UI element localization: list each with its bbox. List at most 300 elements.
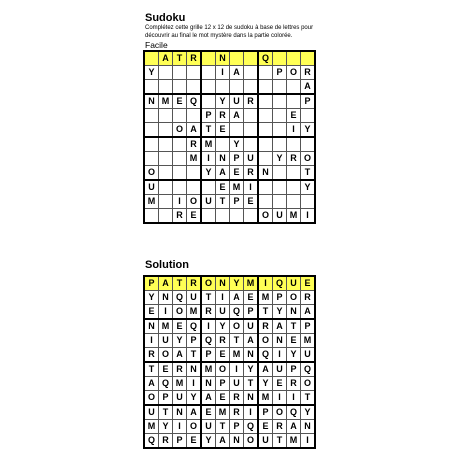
grid-cell: T <box>287 319 301 334</box>
grid-cell: Y <box>216 94 230 109</box>
grid-cell: M <box>230 180 244 195</box>
grid-cell: M <box>258 391 273 406</box>
grid-row <box>144 319 315 334</box>
grid-cell: M <box>287 434 301 449</box>
empty-cell[interactable] <box>201 66 216 80</box>
grid-row <box>144 80 315 95</box>
grid-cell: U <box>244 152 259 166</box>
grid-cell: I <box>287 123 301 138</box>
empty-cell[interactable] <box>273 137 287 152</box>
grid-cell: M <box>230 348 244 363</box>
grid-cell: N <box>144 319 159 334</box>
grid-cell: M <box>144 195 159 209</box>
empty-cell[interactable] <box>258 152 273 166</box>
difficulty-label: Facile <box>145 40 168 50</box>
grid-cell: Y <box>244 362 259 377</box>
grid-cell: O <box>144 166 159 181</box>
grid-cell: I <box>258 276 273 291</box>
grid-cell: O <box>173 305 187 320</box>
empty-cell[interactable] <box>258 195 273 209</box>
grid-cell: Y <box>273 305 287 320</box>
grid-cell: P <box>230 152 244 166</box>
grid-cell: Y <box>230 276 244 291</box>
grid-cell: P <box>201 109 216 123</box>
grid-cell: T <box>301 391 316 406</box>
grid-cell: O <box>287 291 301 305</box>
empty-cell[interactable] <box>159 80 173 95</box>
grid-cell: Y <box>201 434 216 449</box>
grid-cell: U <box>273 362 287 377</box>
grid-cell: U <box>273 209 287 224</box>
empty-cell[interactable] <box>159 152 173 166</box>
grid-cell: P <box>144 276 159 291</box>
grid-cell: N <box>144 94 159 109</box>
solution-grid <box>143 275 316 449</box>
empty-cell[interactable] <box>301 195 316 209</box>
grid-cell: I <box>273 348 287 363</box>
grid-row <box>144 391 315 406</box>
grid-row <box>144 334 315 348</box>
grid-cell: R <box>301 291 316 305</box>
grid-cell: O <box>287 66 301 80</box>
grid-cell: U <box>201 195 216 209</box>
grid-cell: I <box>273 391 287 406</box>
grid-cell: U <box>230 94 244 109</box>
grid-cell: M <box>216 405 230 420</box>
grid-cell: Q <box>187 319 202 334</box>
grid-cell: Q <box>301 362 316 377</box>
empty-cell[interactable] <box>159 137 173 152</box>
empty-cell[interactable] <box>273 109 287 123</box>
grid-cell: P <box>301 94 316 109</box>
empty-cell[interactable] <box>273 123 287 138</box>
grid-cell: R <box>230 391 244 406</box>
empty-cell[interactable] <box>201 180 216 195</box>
grid-cell: Q <box>258 51 273 66</box>
grid-cell: R <box>273 420 287 434</box>
empty-cell[interactable] <box>159 123 173 138</box>
grid-row <box>144 123 315 138</box>
empty-cell[interactable] <box>273 180 287 195</box>
grid-cell: E <box>287 334 301 348</box>
grid-cell: A <box>230 291 244 305</box>
empty-cell[interactable] <box>201 209 216 224</box>
empty-cell[interactable] <box>144 123 159 138</box>
grid-cell: N <box>216 152 230 166</box>
grid-cell: U <box>287 276 301 291</box>
grid-cell: U <box>201 420 216 434</box>
grid-cell: A <box>159 276 173 291</box>
grid-cell: I <box>159 305 173 320</box>
grid-cell: I <box>230 362 244 377</box>
grid-cell: P <box>258 405 273 420</box>
grid-cell: N <box>273 334 287 348</box>
grid-cell: I <box>244 405 259 420</box>
empty-cell[interactable] <box>144 152 159 166</box>
grid-row <box>144 405 315 420</box>
grid-cell: P <box>244 305 259 320</box>
empty-cell[interactable] <box>273 195 287 209</box>
grid-cell: A <box>244 334 259 348</box>
grid-row <box>144 209 315 224</box>
empty-cell[interactable] <box>258 80 273 95</box>
grid-cell: E <box>159 362 173 377</box>
grid-cell: T <box>159 405 173 420</box>
grid-cell: M <box>287 209 301 224</box>
grid-cell: T <box>173 51 187 66</box>
grid-cell: P <box>201 348 216 363</box>
empty-cell[interactable] <box>216 80 230 95</box>
empty-cell[interactable] <box>144 209 159 224</box>
grid-cell: Q <box>287 405 301 420</box>
empty-cell[interactable] <box>244 66 259 80</box>
empty-cell[interactable] <box>244 51 259 66</box>
grid-cell: P <box>273 66 287 80</box>
grid-cell: Q <box>273 276 287 291</box>
empty-cell[interactable] <box>144 137 159 152</box>
empty-cell[interactable] <box>159 166 173 181</box>
grid-cell: U <box>159 334 173 348</box>
grid-cell: I <box>244 180 259 195</box>
empty-cell[interactable] <box>273 166 287 181</box>
grid-cell: E <box>201 405 216 420</box>
grid-cell: U <box>173 391 187 406</box>
empty-cell[interactable] <box>273 94 287 109</box>
empty-cell[interactable] <box>159 66 173 80</box>
empty-cell[interactable] <box>216 137 230 152</box>
empty-cell[interactable] <box>173 66 187 80</box>
empty-cell[interactable] <box>159 109 173 123</box>
grid-cell: I <box>187 377 202 391</box>
grid-cell: N <box>216 276 230 291</box>
grid-cell: M <box>187 152 202 166</box>
grid-cell: I <box>287 391 301 406</box>
grid-cell: U <box>230 377 244 391</box>
grid-cell: Y <box>144 66 159 80</box>
grid-cell: R <box>187 51 202 66</box>
grid-cell: N <box>258 166 273 181</box>
grid-row <box>144 362 315 377</box>
grid-cell: O <box>230 319 244 334</box>
grid-row <box>144 152 315 166</box>
empty-cell[interactable] <box>244 209 259 224</box>
grid-row <box>144 94 315 109</box>
empty-cell[interactable] <box>187 80 202 95</box>
grid-cell: E <box>216 180 230 195</box>
grid-cell: Q <box>173 291 187 305</box>
grid-cell: E <box>216 123 230 138</box>
grid-cell: M <box>201 137 216 152</box>
grid-cell: P <box>230 420 244 434</box>
empty-cell[interactable] <box>258 109 273 123</box>
grid-cell: Y <box>216 319 230 334</box>
grid-cell: Q <box>244 420 259 434</box>
empty-cell[interactable] <box>144 109 159 123</box>
grid-cell: T <box>216 195 230 209</box>
empty-cell[interactable] <box>273 80 287 95</box>
grid-cell: I <box>216 291 230 305</box>
empty-cell[interactable] <box>187 66 202 80</box>
grid-cell: N <box>201 377 216 391</box>
puzzle-grid <box>143 50 316 224</box>
grid-cell: A <box>230 109 244 123</box>
grid-row <box>144 420 315 434</box>
grid-cell: E <box>216 391 230 406</box>
grid-cell: O <box>273 405 287 420</box>
grid-cell: T <box>258 305 273 320</box>
grid-cell: Y <box>301 180 316 195</box>
grid-cell: E <box>144 305 159 320</box>
grid-cell: E <box>173 319 187 334</box>
grid-row <box>144 291 315 305</box>
grid-cell: O <box>301 377 316 391</box>
grid-cell: N <box>287 305 301 320</box>
grid-cell: Y <box>173 334 187 348</box>
grid-cell: R <box>287 377 301 391</box>
grid-cell: A <box>301 80 316 95</box>
grid-cell: P <box>273 291 287 305</box>
grid-cell: O <box>173 123 187 138</box>
grid-cell: Y <box>273 152 287 166</box>
grid-cell: T <box>216 420 230 434</box>
grid-row <box>144 109 315 123</box>
grid-cell: R <box>201 305 216 320</box>
grid-cell: A <box>273 319 287 334</box>
empty-cell[interactable] <box>273 51 287 66</box>
grid-cell: R <box>258 319 273 334</box>
empty-cell[interactable] <box>187 166 202 181</box>
grid-cell: O <box>301 152 316 166</box>
puzzle-title: Sudoku <box>145 12 186 24</box>
grid-cell: Q <box>230 305 244 320</box>
grid-cell: Y <box>201 166 216 181</box>
empty-cell[interactable] <box>287 51 301 66</box>
empty-cell[interactable] <box>230 80 244 95</box>
grid-cell: A <box>201 391 216 406</box>
grid-cell: Y <box>301 405 316 420</box>
empty-cell[interactable] <box>287 195 301 209</box>
grid-cell: I <box>301 209 316 224</box>
grid-cell: I <box>201 152 216 166</box>
empty-cell[interactable] <box>301 109 316 123</box>
grid-cell: Q <box>144 434 159 449</box>
empty-cell[interactable] <box>187 109 202 123</box>
grid-cell: R <box>287 152 301 166</box>
grid-row <box>144 276 315 291</box>
grid-cell: R <box>301 66 316 80</box>
empty-cell[interactable] <box>216 209 230 224</box>
empty-cell[interactable] <box>258 123 273 138</box>
empty-cell[interactable] <box>201 80 216 95</box>
grid-cell: N <box>230 434 244 449</box>
grid-cell: O <box>159 348 173 363</box>
grid-cell: P <box>159 391 173 406</box>
empty-cell[interactable] <box>173 152 187 166</box>
empty-cell[interactable] <box>173 109 187 123</box>
grid-cell: A <box>287 420 301 434</box>
grid-cell: Y <box>159 420 173 434</box>
grid-row <box>144 166 315 181</box>
grid-cell: R <box>173 209 187 224</box>
empty-cell[interactable] <box>244 80 259 95</box>
empty-cell[interactable] <box>159 195 173 209</box>
grid-row <box>144 180 315 195</box>
grid-cell: Y <box>301 123 316 138</box>
grid-cell: M <box>159 94 173 109</box>
grid-cell: O <box>144 391 159 406</box>
grid-cell: I <box>144 334 159 348</box>
empty-cell[interactable] <box>230 123 244 138</box>
grid-cell: R <box>216 109 230 123</box>
empty-cell[interactable] <box>201 51 216 66</box>
grid-cell: A <box>144 377 159 391</box>
grid-cell: O <box>244 434 259 449</box>
grid-cell: P <box>301 319 316 334</box>
grid-row <box>144 51 315 66</box>
grid-row <box>144 348 315 363</box>
grid-cell: T <box>187 348 202 363</box>
empty-cell[interactable] <box>201 94 216 109</box>
grid-cell: O <box>187 195 202 209</box>
grid-cell: Q <box>258 348 273 363</box>
grid-cell: O <box>258 334 273 348</box>
empty-cell[interactable] <box>187 180 202 195</box>
grid-cell: A <box>301 305 316 320</box>
grid-cell: P <box>230 195 244 209</box>
grid-cell: I <box>173 420 187 434</box>
grid-cell: O <box>201 276 216 291</box>
grid-cell: Q <box>159 377 173 391</box>
grid-cell: M <box>301 334 316 348</box>
grid-row <box>144 66 315 80</box>
grid-cell: E <box>230 166 244 181</box>
grid-cell: T <box>144 362 159 377</box>
grid-cell: M <box>244 276 259 291</box>
empty-cell[interactable] <box>173 166 187 181</box>
grid-cell: R <box>230 405 244 420</box>
empty-cell[interactable] <box>287 137 301 152</box>
grid-cell: P <box>173 434 187 449</box>
empty-cell[interactable] <box>230 51 244 66</box>
grid-cell: Q <box>201 334 216 348</box>
empty-cell[interactable] <box>258 137 273 152</box>
grid-cell: R <box>244 94 259 109</box>
empty-cell[interactable] <box>244 137 259 152</box>
grid-cell: I <box>216 66 230 80</box>
instructions-text: Complétez cette grille 12 x 12 de sudoku à base de lettres pour découvrir au final le mot mystère dans la partie colorée. <box>145 25 314 39</box>
grid-cell: I <box>201 319 216 334</box>
empty-cell[interactable] <box>144 51 159 66</box>
empty-cell[interactable] <box>287 166 301 181</box>
grid-cell: M <box>144 420 159 434</box>
grid-row <box>144 377 315 391</box>
grid-cell: T <box>273 434 287 449</box>
grid-cell: A <box>187 405 202 420</box>
grid-cell: Y <box>144 291 159 305</box>
empty-cell[interactable] <box>287 180 301 195</box>
grid-cell: E <box>287 109 301 123</box>
grid-cell: T <box>230 334 244 348</box>
grid-row <box>144 434 315 449</box>
grid-cell: T <box>201 123 216 138</box>
empty-cell[interactable] <box>159 209 173 224</box>
empty-cell[interactable] <box>301 137 316 152</box>
grid-cell: U <box>244 319 259 334</box>
grid-cell: N <box>216 51 230 66</box>
grid-cell: E <box>173 94 187 109</box>
grid-row <box>144 137 315 152</box>
empty-cell[interactable] <box>230 209 244 224</box>
grid-cell: U <box>216 305 230 320</box>
empty-cell[interactable] <box>258 94 273 109</box>
grid-cell: E <box>301 276 316 291</box>
grid-cell: O <box>216 362 230 377</box>
grid-cell: Y <box>187 391 202 406</box>
grid-cell: U <box>187 291 202 305</box>
empty-cell[interactable] <box>173 80 187 95</box>
empty-cell[interactable] <box>173 180 187 195</box>
grid-cell: N <box>244 348 259 363</box>
grid-cell: R <box>187 276 202 291</box>
empty-cell[interactable] <box>144 80 159 95</box>
grid-cell: T <box>201 291 216 305</box>
solution-title: Solution <box>145 259 189 271</box>
grid-cell: R <box>187 137 202 152</box>
grid-cell: A <box>173 348 187 363</box>
empty-cell[interactable] <box>173 137 187 152</box>
grid-cell: R <box>159 434 173 449</box>
grid-cell: P <box>287 362 301 377</box>
grid-cell: N <box>187 362 202 377</box>
grid-cell: U <box>144 180 159 195</box>
grid-cell: E <box>187 434 202 449</box>
empty-cell[interactable] <box>258 180 273 195</box>
grid-cell: E <box>187 209 202 224</box>
grid-cell: A <box>187 123 202 138</box>
grid-cell: E <box>244 291 259 305</box>
grid-cell: E <box>258 420 273 434</box>
empty-cell[interactable] <box>287 80 301 95</box>
grid-cell: O <box>258 209 273 224</box>
grid-cell: N <box>173 405 187 420</box>
grid-cell: M <box>258 291 273 305</box>
empty-cell[interactable] <box>258 66 273 80</box>
grid-cell: T <box>173 276 187 291</box>
grid-cell: R <box>216 334 230 348</box>
grid-cell: A <box>159 51 173 66</box>
grid-cell: A <box>230 66 244 80</box>
grid-cell: R <box>173 362 187 377</box>
grid-cell: E <box>273 377 287 391</box>
grid-cell: Y <box>258 377 273 391</box>
grid-cell: U <box>258 434 273 449</box>
grid-cell: T <box>244 377 259 391</box>
grid-cell: I <box>301 434 316 449</box>
grid-cell: U <box>301 348 316 363</box>
empty-cell[interactable] <box>244 109 259 123</box>
grid-cell: M <box>159 319 173 334</box>
empty-cell[interactable] <box>244 123 259 138</box>
empty-cell[interactable] <box>301 51 316 66</box>
empty-cell[interactable] <box>159 180 173 195</box>
grid-cell: I <box>173 195 187 209</box>
grid-cell: M <box>187 305 202 320</box>
grid-cell: O <box>187 420 202 434</box>
grid-cell: Y <box>287 348 301 363</box>
empty-cell[interactable] <box>287 94 301 109</box>
grid-cell: P <box>216 377 230 391</box>
grid-cell: T <box>301 166 316 181</box>
